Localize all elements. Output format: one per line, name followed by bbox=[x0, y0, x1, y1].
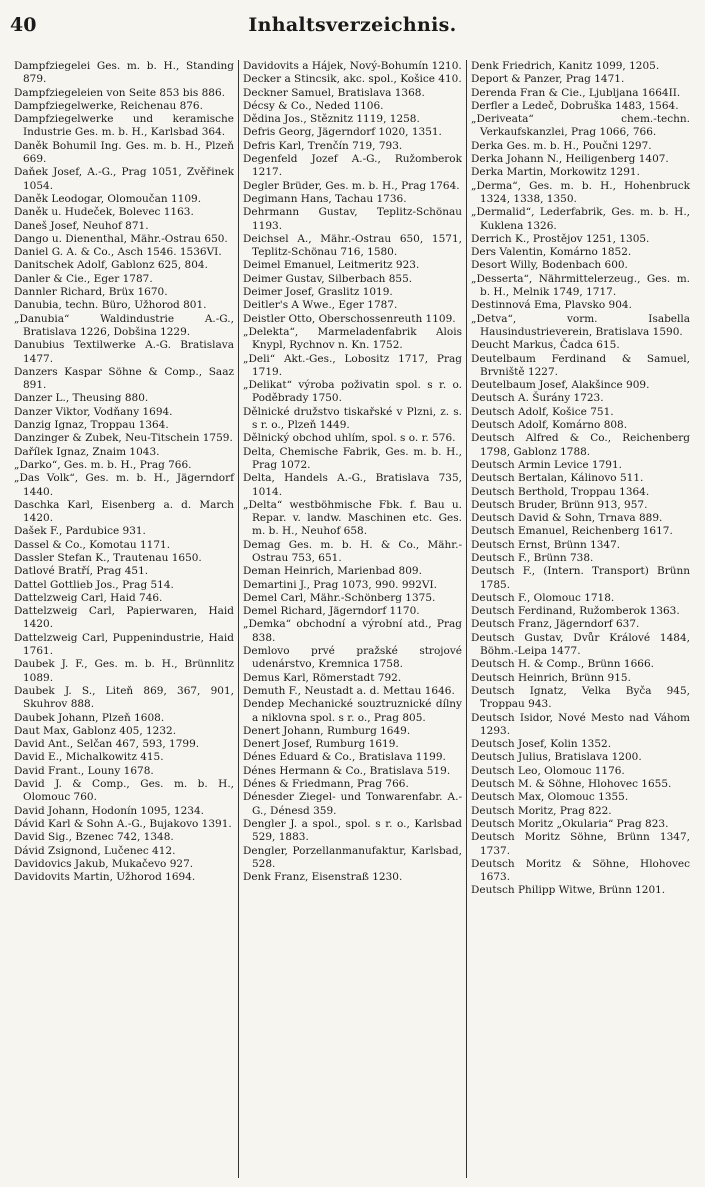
index-entry: Daschka Karl, Eisenberg a. d. March 1420. bbox=[14, 498, 234, 525]
index-entry: Dašek F., Pardubice 931. bbox=[14, 525, 146, 538]
index-entry: Dědina Jos., Stěznitz 1119, 1258. bbox=[243, 113, 420, 126]
index-entry: Deutsch Max, Olomouc 1355. bbox=[471, 791, 629, 804]
index-entry: Deimer Josef, Graslitz 1019. bbox=[243, 286, 393, 299]
index-entry: Daněk Bohumil Ing. Ges. m. b. H., Plzeň 669. bbox=[14, 139, 234, 166]
index-entry: Dendep Mechanické souztruznické dílny a niklovna spol. s r. o., Prag 805. bbox=[243, 698, 462, 724]
index-entry: Deistler Otto, Oberschossenreuth 1109. bbox=[243, 312, 456, 325]
index-entry: Demag Ges. m. b. H. & Co., Mähr.-Ostrau 753, 651. bbox=[243, 538, 462, 564]
index-entry: Daňek Josef, A.-G., Prag 1051, Zvěřinek 1054. bbox=[14, 166, 234, 192]
index-entry: Denert Josef, Rumburg 1619. bbox=[243, 738, 399, 751]
page-title: Inhaltsverzeichnis. bbox=[248, 14, 457, 36]
index-entry: Denert Johann, Rumburg 1649. bbox=[243, 724, 411, 737]
index-entry: Dénesder Ziegel- und Tonwarenfabr. A.-G., Dénesd 359. bbox=[243, 791, 462, 817]
index-entry: Deutsch Josef, Kolin 1352. bbox=[471, 738, 612, 751]
index-entry: Deutsch M. & Söhne, Hlohovec 1655. bbox=[471, 778, 672, 791]
index-entry: Dannler Richard, Brüx 1670. bbox=[14, 286, 168, 299]
index-entry: „Demka“ obchodní a výrobní atd., Prag 838. bbox=[243, 618, 462, 644]
index-entry: Deutsch Bruder, Brünn 913, 957. bbox=[471, 498, 648, 511]
index-entry: Deutsch F., Brünn 738. bbox=[471, 551, 594, 564]
index-entry: „Derma“, Ges. m. b. H., Hohenbruck 1324, 1338, 1350. bbox=[471, 179, 690, 205]
index-entry: David Frant., Louny 1678. bbox=[14, 764, 154, 777]
index-entry: David Johann, Hodonín 1095, 1234. bbox=[14, 804, 204, 817]
index-entry: Demel Carl, Mähr.-Schönberg 1375. bbox=[243, 591, 436, 604]
index-entry: Deutsch F., (Intern. Transport) Brünn 1785. bbox=[471, 565, 690, 591]
index-entry: Datlové Bratří, Prag 451. bbox=[14, 565, 149, 578]
index-entry: Deutsch Moritz „Okularia“ Prag 823. bbox=[471, 817, 669, 830]
index-entry: David E., Michalkowitz 415. bbox=[14, 751, 164, 764]
index-entry: Dampfziegelwerke, Reichenau 876. bbox=[14, 99, 203, 112]
index-entry: Daněk Leodogar, Olomoučan 1109. bbox=[14, 192, 202, 205]
index-entry: Deutsch Berthold, Troppau 1364. bbox=[471, 485, 650, 498]
index-entry: Daut Max, Gablonz 405, 1232. bbox=[14, 724, 177, 737]
index-entry: Danler & Cie., Eger 1787. bbox=[14, 272, 153, 285]
index-entry: Decker a Stincsik, akc. spol., Košice 410. bbox=[243, 73, 462, 86]
index-entry: Deutsch Adolf, Komárno 808. bbox=[471, 419, 628, 432]
index-entry: Deutsch Philipp Witwe, Brünn 1201. bbox=[471, 884, 666, 897]
index-entry: Dengler J. a spol., spol. s r. o., Karlsbad 529, 1883. bbox=[243, 817, 462, 844]
index-entry: Deutsch Alfred & Co., Reichenberg 1798, Gablonz 1788. bbox=[471, 432, 690, 458]
index-entry: „Delekta“, Marmeladenfabrik Alois Knypl, Rychnov n. Kn. 1752. bbox=[243, 325, 462, 352]
index-entry: Danitschek Adolf, Gablonz 625, 804. bbox=[14, 259, 208, 272]
index-entry: Dassler Stefan K., Trautenau 1650. bbox=[14, 551, 202, 564]
index-entry: Davidovits Martin, Užhorod 1694. bbox=[14, 871, 196, 884]
index-entry: Defris Karl, Trenčín 719, 793. bbox=[243, 139, 403, 152]
index-entry: Deucht Markus, Čadca 615. bbox=[471, 339, 620, 352]
index-entry: Demlovo prvé pražské strojové udenárstvo, Kremnica 1758. bbox=[243, 645, 462, 671]
index-column-2 bbox=[238, 60, 466, 1178]
index-entry: David Ant., Selčan 467, 593, 1799. bbox=[14, 738, 200, 751]
index-entry: Dávid Zsignond, Lučenec 412. bbox=[14, 844, 176, 857]
index-entry: Danzers Kaspar Söhne & Comp., Saaz 891. bbox=[14, 365, 234, 392]
index-entry: Deutelbaum Ferdinand & Samuel, Brvniště 1227. bbox=[471, 352, 690, 378]
index-entry: Danubia, techn. Büro, Užhorod 801. bbox=[14, 299, 207, 312]
index-entry: Demus Karl, Römerstadt 792. bbox=[243, 671, 402, 684]
index-entry: Deutsch Julius, Bratislava 1200. bbox=[471, 751, 642, 764]
index-entry: Deutsch F., Olomouc 1718. bbox=[471, 591, 615, 604]
index-entry: Danzer Viktor, Vodňany 1694. bbox=[14, 405, 173, 418]
index-entry: Daněk u. Hudeček, Bolevec 1163. bbox=[14, 206, 194, 219]
index-entry: „Delta“ westböhmische Fbk. f. Bau u. Repar. v. landw. Maschinen etc. Ges. m. b. H., Neuhof 658. bbox=[243, 498, 462, 538]
index-entry: Deutsch Ferdinand, Ružomberok 1363. bbox=[471, 605, 680, 618]
index-entry: Dengler, Porzellanmanufaktur, Karlsbad, 528. bbox=[243, 844, 462, 870]
index-entry: „Danubia“ Waldindustrie A.-G., Bratislava 1226, Dobšina 1229. bbox=[14, 312, 234, 338]
index-entry: Deutsch Isidor, Nové Mesto nad Váhom 1293. bbox=[471, 711, 690, 737]
index-entry: Dampfziegeleien von Seite 853 bis 886. bbox=[14, 86, 225, 99]
index-entry: Ders Valentin, Komárno 1852. bbox=[471, 246, 632, 259]
index-entry: Daubek J. S., Liteň 869, 367, 901, Skuhrov 888. bbox=[14, 684, 234, 711]
index-entry: Destinnová Ema, Plavsko 904. bbox=[471, 299, 632, 312]
index-entry: „Delikat“ výroba poživatin spol. s r. o. Poděbrady 1750. bbox=[243, 379, 462, 405]
index-entry: Deport & Panzer, Prag 1471. bbox=[471, 73, 625, 86]
index-entry: Degimann Hans, Tachau 1736. bbox=[243, 192, 407, 205]
index-columns bbox=[10, 60, 700, 1178]
index-entry: David Sig., Bzenec 742, 1348. bbox=[14, 831, 174, 844]
index-entry: Daniel G. A. & Co., Asch 1546. 1536VI. bbox=[14, 246, 222, 259]
index-entry: Demuth F., Neustadt a. d. Mettau 1646. bbox=[243, 684, 455, 697]
index-entry: Derka Martin, Morkowitz 1291. bbox=[471, 166, 640, 179]
index-entry: Dattelzweig Carl, Haid 746. bbox=[14, 591, 163, 604]
index-entry: „Deli“ Akt.-Ges., Lobositz 1717, Prag 1719. bbox=[243, 352, 462, 378]
index-entry: „Das Volk“, Ges. m. b. H., Jägerndorf 1440. bbox=[14, 472, 234, 498]
index-entry: Demartini J., Prag 1073, 990. 992VI. bbox=[243, 578, 437, 591]
index-entry: Derenda Fran & Cie., Ljubljana 1664II. bbox=[471, 86, 681, 99]
index-entry: Derfler a Ledeč, Dobruška 1483, 1564. bbox=[471, 99, 679, 112]
index-entry: Danzig Ignaz, Troppau 1364. bbox=[14, 419, 169, 432]
index-entry: Demel Richard, Jägerndorf 1170. bbox=[243, 605, 420, 618]
index-entry: Defris Georg, Jägerndorf 1020, 1351. bbox=[243, 126, 442, 139]
index-entry: Dénes Hermann & Co., Bratislava 519. bbox=[243, 764, 451, 777]
index-entry: Deitler's A Wwe., Eger 1787. bbox=[243, 299, 398, 312]
index-entry: Deutsch Ignatz, Velka Byča 945, Troppau 943. bbox=[471, 684, 690, 711]
index-entry: Deutsch Franz, Jägerndorf 637. bbox=[471, 618, 640, 631]
index-entry: Denk Friedrich, Kanitz 1099, 1205. bbox=[471, 60, 660, 72]
index-entry: Dampfziegelei Ges. m. b. H., Standing 879. bbox=[14, 60, 234, 86]
index-entry: Deutsch H. & Comp., Brünn 1666. bbox=[471, 658, 654, 671]
index-column-3 bbox=[466, 60, 694, 1178]
page-number: 40 bbox=[10, 14, 37, 36]
index-entry: Deutsch Gustav, Dvůr Králové 1484, Böhm.-Leipa 1477. bbox=[471, 631, 690, 658]
index-entry: Deutsch Moritz & Söhne, Hlohovec 1673. bbox=[471, 857, 690, 884]
index-entry: Desort Willy, Bodenbach 600. bbox=[471, 259, 628, 272]
index-entry: Deutsch Bertalan, Kálinovo 511. bbox=[471, 472, 644, 485]
index-entry: „Detva“, vorm. Isabella Hausindustrieverein, Bratislava 1590. bbox=[471, 312, 690, 338]
index-entry: Dattel Gottlieb Jos., Prag 514. bbox=[14, 578, 174, 591]
index-entry: Deutelbaum Josef, Alakšince 909. bbox=[471, 379, 650, 392]
index-entry: Daneš Josef, Neuhof 871. bbox=[14, 219, 149, 232]
index-entry: Degler Brüder, Ges. m. b. H., Prag 1764. bbox=[243, 179, 460, 192]
index-entry: Deutsch Moritz, Prag 822. bbox=[471, 804, 612, 817]
index-entry: Deutsch Heinrich, Brünn 915. bbox=[471, 671, 631, 684]
index-entry: „Darko“, Ges. m. b. H., Prag 766. bbox=[14, 458, 192, 471]
index-entry: Dattelzweig Carl, Papierwaren, Haid 1420. bbox=[14, 605, 234, 631]
index-entry: „Desserta“, Nährmittelerzeug., Ges. m. b. H., Melnik 1749, 1717. bbox=[471, 272, 690, 299]
index-entry: Daubek J. F., Ges. m. b. H., Brünnlitz 1089. bbox=[14, 658, 234, 684]
index-entry: Dařílek Ignaz, Znaim 1043. bbox=[14, 445, 160, 458]
index-entry: Danzer L., Theusing 880. bbox=[14, 392, 149, 405]
index-entry: Dassel & Co., Komotau 1171. bbox=[14, 538, 171, 551]
index-entry: Dénes & Friedmann, Prag 766. bbox=[243, 778, 409, 791]
index-entry: „Deriveata“ chem.-techn. Verkaufskanzlei, Prag 1066, 766. bbox=[471, 113, 690, 139]
index-entry: Dénes Eduard & Co., Bratislava 1199. bbox=[243, 751, 446, 764]
index-entry: Dehrmann Gustav, Teplitz-Schönau 1193. bbox=[243, 206, 462, 232]
index-entry: Deimer Gustav, Silberbach 855. bbox=[243, 272, 413, 285]
index-entry: Dělnický obchod uhlím, spol. s o. r. 576. bbox=[243, 432, 456, 445]
index-entry: Deutsch A. Šurány 1723. bbox=[471, 392, 604, 405]
index-entry: Derrich K., Prostějov 1251, 1305. bbox=[471, 232, 650, 245]
index-entry: Delta, Chemische Fabrik, Ges. m. b. H., Prag 1072. bbox=[243, 445, 462, 471]
index-entry: Deimel Emanuel, Leitmeritz 923. bbox=[243, 259, 420, 272]
index-entry: Degenfeld Jozef A.-G., Ružomberok 1217. bbox=[243, 153, 462, 179]
index-entry: Derka Johann N., Heiligenberg 1407. bbox=[471, 153, 669, 166]
index-entry: Deutsch Moritz Söhne, Brünn 1347, 1737. bbox=[471, 831, 690, 857]
index-entry: Dattelzweig Carl, Puppenindustrie, Haid 1761. bbox=[14, 631, 234, 658]
index-entry: Davidovits a Hájek, Nový-Bohumín 1210. bbox=[243, 60, 462, 72]
index-entry: Deutsch Emanuel, Reichenberg 1617. bbox=[471, 525, 673, 538]
index-entry: Delta, Handels A.-G., Bratislava 735, 1014. bbox=[243, 472, 462, 498]
index-column-1 bbox=[10, 60, 238, 1178]
index-entry: Deutsch Ernst, Brünn 1347. bbox=[471, 538, 621, 551]
index-entry: Danzinger & Zubek, Neu-Titschein 1759. bbox=[14, 432, 233, 445]
index-entry: Décsy & Co., Neded 1106. bbox=[243, 99, 384, 112]
index-entry: Davidovics Jakub, Mukačevo 927. bbox=[14, 857, 194, 870]
index-entry: Derka Ges. m. b. H., Poučni 1297. bbox=[471, 139, 652, 152]
index-entry: David J. & Comp., Ges. m. b. H., Olomouc 760. bbox=[14, 778, 234, 804]
index-entry: Deckner Samuel, Bratislava 1368. bbox=[243, 86, 425, 99]
index-entry: Daubek Johann, Plzeň 1608. bbox=[14, 711, 165, 724]
index-entry: Deutsch David & Sohn, Trnava 889. bbox=[471, 512, 663, 525]
index-entry: Deutsch Leo, Olomouc 1176. bbox=[471, 764, 625, 777]
index-entry: Deutsch Armin Levice 1791. bbox=[471, 458, 622, 471]
index-entry: Dango u. Dienenthal, Mähr.-Ostrau 650. bbox=[14, 232, 228, 245]
index-entry: Dampfziegelwerke und keramische Industrie Ges. m. b. H., Karlsbad 364. bbox=[14, 113, 234, 139]
index-entry: Deichsel A., Mähr.-Ostrau 650, 1571, Teplitz-Schönau 716, 1580. bbox=[243, 232, 462, 259]
index-entry: Deman Heinrich, Marienbad 809. bbox=[243, 565, 422, 578]
index-entry: „Dermalid“, Lederfabrik, Ges. m. b. H., Kuklena 1326. bbox=[471, 206, 690, 232]
page-header bbox=[0, 14, 705, 44]
index-entry: Dávid Karl & Sohn A.-G., Bujakovo 1391. bbox=[14, 817, 232, 830]
index-entry: Dělnické družstvo tiskařské v Plzni, z. s. s r. o., Plzeň 1449. bbox=[243, 405, 462, 432]
index-entry: Danubius Textilwerke A.-G. Bratislava 1477. bbox=[14, 339, 234, 365]
index-entry: Denk Franz, Eisenstraß 1230. bbox=[243, 871, 403, 884]
index-entry: Deutsch Adolf, Košice 751. bbox=[471, 405, 614, 418]
